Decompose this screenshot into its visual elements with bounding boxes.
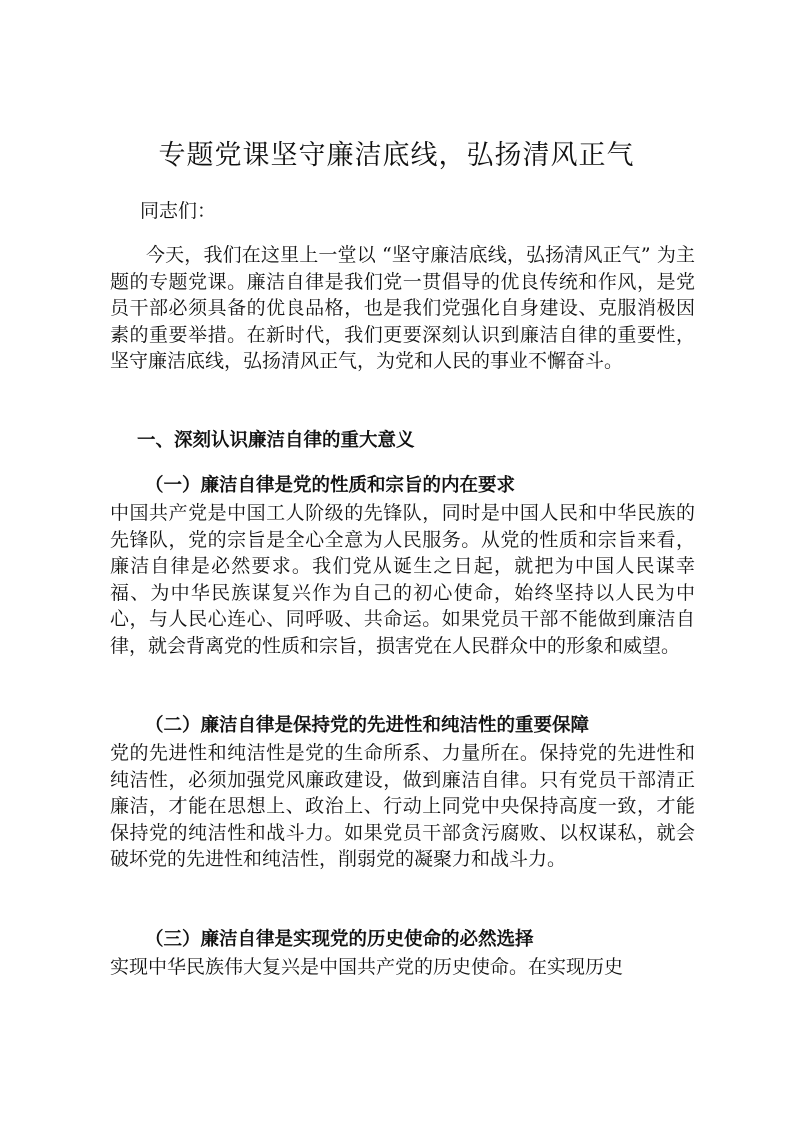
document-title: 专题党课坚守廉洁底线，弘扬清风正气 [158, 140, 635, 171]
subsection-body-3: 实现中华民族伟大复兴是中国共产党的历史使命。在实现历史 [110, 956, 624, 978]
subsection-heading-2: （二）廉洁自律是保持党的先进性和纯洁性的重要保障 [145, 715, 590, 736]
subsection-body-1: 中国共产党是中国工人阶级的先锋队，同时是中国人民和中华民族的先锋队，党的宗旨是全心全意为人民服务。从党的性质和宗旨来看，廉洁自律是必然要求。我们党从诞生之日起，就把为中国人民谋幸福、为中华民族谋复兴作为自己的初心使命，始终坚持以人民为中心，与人民心连心、同呼吸、共命运。如果党员干部不能做到廉洁自律，就会背离党的性质和宗旨，损害党在人民群众中的形象和威望。 [110, 502, 695, 657]
greeting: 同志们： [140, 200, 217, 222]
subsection-heading-1: （一）廉洁自律是党的性质和宗旨的内在要求 [145, 475, 516, 496]
intro-paragraph: 今天，我们在这里上一堂以 “坚守廉洁底线，弘扬清风正气” 为主题的专题党课。廉洁自律是我们党一贯倡导的优良传统和作风，是党员干部必须具备的优良品格，也是我们党强化自身建设、克服消极因素的重要举措。在新时代，我们更要深刻认识到廉洁自律的重要性，坚守廉洁底线，弘扬清风正气，为党和人民的事业不懈奋斗。 [110, 244, 695, 372]
subsection-body-2: 党的先进性和纯洁性是党的生命所系、力量所在。保持党的先进性和纯洁性，必须加强党风廉政建设，做到廉洁自律。只有党员干部清正廉洁，才能在思想上、政治上、行动上同党中央保持高度一致，才能保持党的纯洁性和战斗力。如果党员干部贪污腐败、以权谋私，就会破坏党的先进性和纯洁性，削弱党的凝聚力和战斗力。 [110, 742, 695, 870]
section-heading: 一、深刻认识廉洁自律的重大意义 [137, 430, 415, 451]
subsection-heading-3: （三）廉洁自律是实现党的历史使命的必然选择 [145, 929, 534, 950]
